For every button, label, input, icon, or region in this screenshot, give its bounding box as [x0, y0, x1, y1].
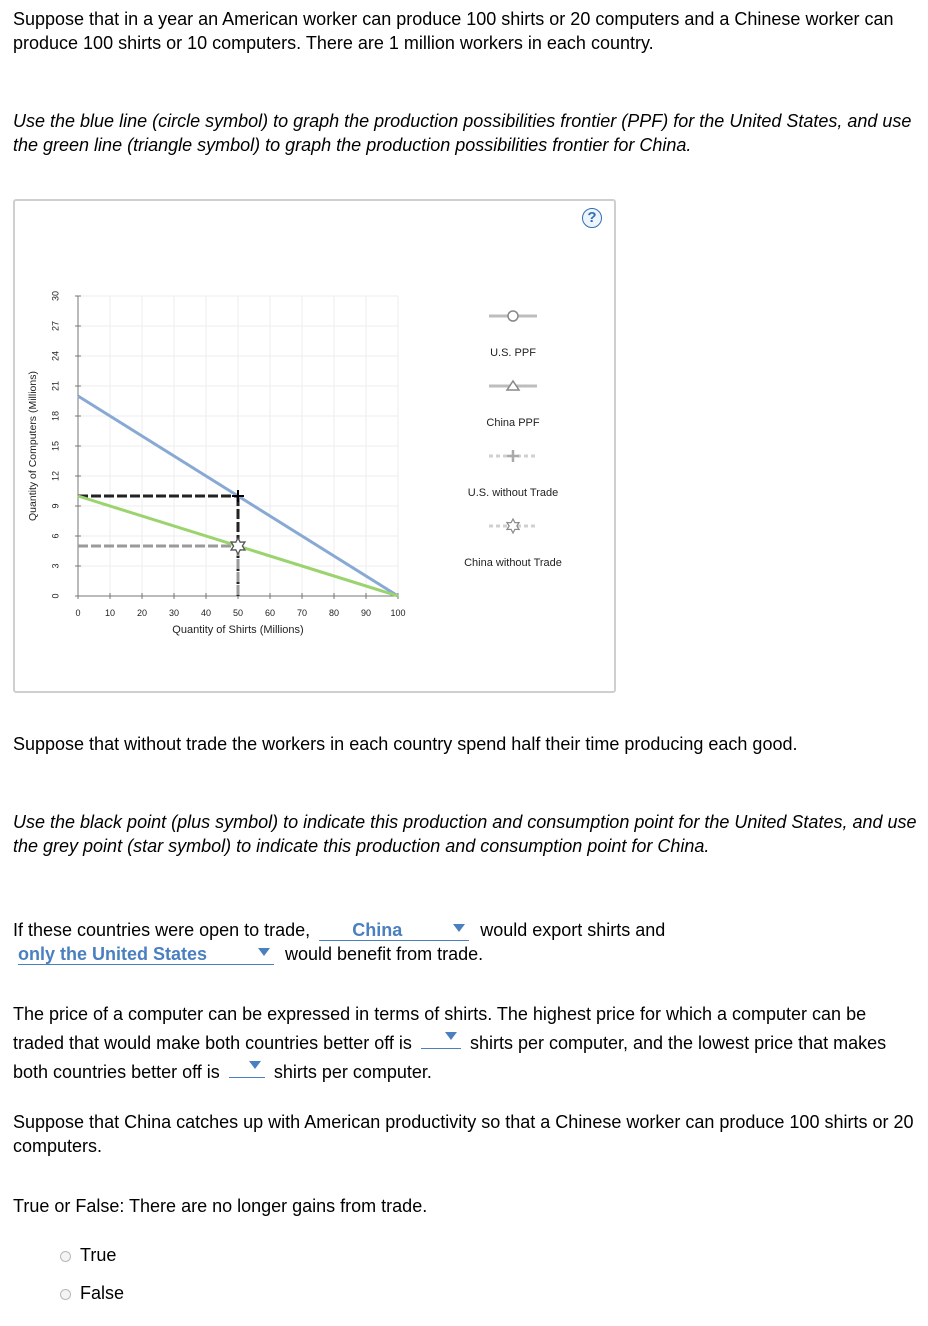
x-tick-label: 10 — [104, 608, 116, 618]
option-false-label: False — [80, 1283, 125, 1303]
y-axis-title: Quantity of Computers (Millions) — [27, 371, 39, 521]
chevron-down-icon — [453, 924, 465, 932]
trade-middle: would export shirts and — [480, 920, 666, 940]
benefit-dropdown[interactable]: only the United States — [18, 942, 274, 965]
export-country-dropdown[interactable]: China — [319, 918, 469, 941]
option-true[interactable] — [60, 1243, 116, 1267]
help-icon[interactable]: ? — [582, 208, 602, 228]
chevron-down-icon — [445, 1032, 457, 1040]
graph-instruction: Use the blue line (circle symbol) to graph the production possibilities frontier (PPF) for the United States, and use the green line (triangle symbol) to graph the production possibilities frontier for China. — [13, 111, 912, 155]
true-false-question: True or False: There are no longer gains from trade. — [13, 1196, 428, 1216]
price-text-1: The price of a computer can be expressed in terms of shirts. The highest price for which a computer can be traded that would make both countries better off is — [13, 1004, 867, 1053]
legend-label: U.S. PPF — [490, 347, 536, 359]
legend-label: China PPF — [486, 417, 540, 429]
x-tick-label: 30 — [168, 608, 180, 618]
legend-plus-marker — [507, 450, 519, 462]
chevron-down-icon — [249, 1061, 261, 1069]
legend-label: U.S. without Trade — [467, 487, 559, 499]
highest-price-dropdown[interactable] — [421, 1026, 461, 1049]
radio-true[interactable] — [60, 1251, 71, 1262]
legend-star-marker — [507, 519, 519, 533]
point-instruction: Use the black point (plus symbol) to indicate this production and consumption point for the United States, and use the grey point (star symbol) to indicate this production and consumption point for China. — [13, 812, 917, 856]
half-time-text: Suppose that without trade the workers in each country spend half their time producing each good. — [13, 734, 798, 754]
catchup-text: Suppose that China catches up with American productivity so that a Chinese worker can produce 100 shirts or 20 computers. — [13, 1112, 914, 1156]
y-tick-label: 27 — [50, 320, 61, 332]
x-tick-label: 60 — [264, 608, 276, 618]
point-marker-star — [231, 538, 245, 554]
y-tick-label: 6 — [50, 533, 61, 539]
y-tick-label: 15 — [50, 440, 61, 452]
trade-suffix: would benefit from trade. — [285, 944, 484, 964]
trade-question — [13, 918, 918, 966]
y-tick-label: 18 — [50, 410, 61, 422]
x-tick-label: 100 — [390, 608, 406, 618]
price-text-3: shirts per computer. — [273, 1062, 432, 1082]
legend-circle-marker — [508, 311, 518, 321]
x-tick-label: 40 — [200, 608, 212, 618]
x-axis-title: Quantity of Shirts (Millions) — [172, 624, 304, 636]
legend-label: China without Trade — [464, 557, 562, 569]
x-tick-label: 80 — [328, 608, 340, 618]
trade-prefix: If these countries were open to trade, — [13, 920, 311, 940]
lowest-price-dropdown[interactable] — [229, 1055, 265, 1078]
x-tick-label: 0 — [75, 608, 81, 618]
x-tick-label: 70 — [296, 608, 308, 618]
y-tick-label: 24 — [50, 350, 61, 362]
chevron-down-icon — [258, 948, 270, 956]
radio-false[interactable] — [60, 1289, 71, 1300]
y-tick-label: 30 — [50, 290, 61, 302]
y-tick-label: 9 — [50, 503, 61, 509]
x-tick-label: 20 — [136, 608, 148, 618]
y-tick-label: 0 — [50, 593, 61, 599]
option-false[interactable] — [60, 1281, 124, 1305]
problem-intro: Suppose that in a year an American worker can produce 100 shirts or 20 computers and a Chinese worker can produce 100 shirts or 10 computers. There are 1 million workers in each country. — [13, 9, 894, 53]
x-tick-label: 50 — [232, 608, 244, 618]
x-tick-label: 90 — [360, 608, 372, 618]
y-tick-label: 12 — [50, 470, 61, 482]
y-tick-label: 21 — [50, 380, 61, 392]
y-tick-label: 3 — [50, 563, 61, 569]
option-true-label: True — [80, 1245, 117, 1265]
price-text-2: shirts per computer, and the lowest price that makes both countries better off is — [13, 1033, 887, 1082]
price-question — [13, 1002, 918, 1084]
